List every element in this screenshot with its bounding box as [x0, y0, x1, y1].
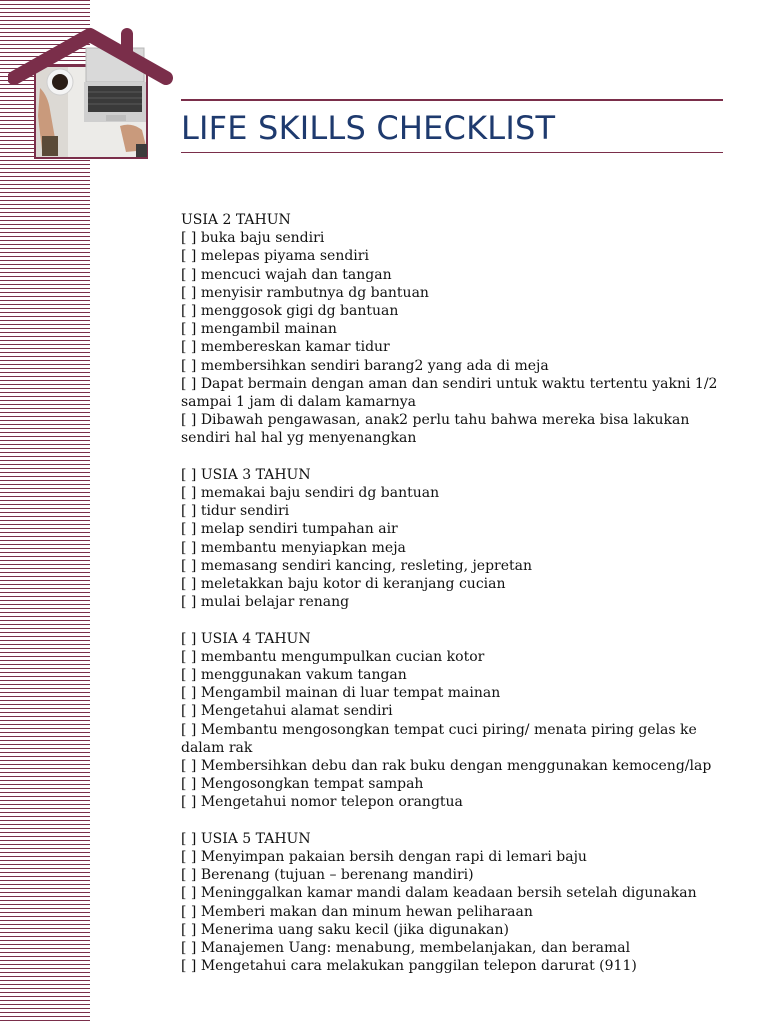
list-item: [ ] membereskan kamar tidur — [181, 339, 390, 356]
list-item: [ ] Mengetahui alamat sendiri — [181, 703, 393, 720]
section-heading: [ ] USIA 5 TAHUN — [181, 830, 311, 847]
list-item: [ ] mengambil mainan — [181, 321, 337, 338]
list-item: [ ] memakai baju sendiri dg bantuan — [181, 485, 440, 502]
list-item: [ ] Mengosongkan tempat sampah — [181, 776, 424, 793]
list-item: [ ] melepas piyama sendiri — [181, 248, 369, 265]
house-laptop-icon — [8, 26, 173, 160]
page-title: LIFE SKILLS CHECKLIST — [181, 109, 556, 147]
list-item: [ ] Menyimpan pakaian bersih dengan rapi di lemari baju — [181, 849, 587, 866]
list-item: [ ] mulai belajar renang — [181, 594, 350, 611]
list-item: [ ] membersihkan sendiri barang2 yang ada di meja — [181, 357, 549, 374]
list-item: [ ] membantu menyiapkan meja — [181, 539, 406, 556]
checklist-content — [181, 211, 726, 994]
section-heading: USIA 2 TAHUN — [181, 212, 291, 228]
list-item: [ ] memasang sendiri kancing, resleting, jepretan — [181, 557, 533, 574]
section-usia-5 — [181, 830, 726, 976]
list-item: [ ] Dapat bermain dengan aman dan sendiri untuk waktu tertentu yakni 1/2 sampai 1 jam di dalam kamarnya — [181, 375, 718, 411]
list-item: [ ] Membersihkan debu dan rak buku dengan menggunakan kemoceng/lap — [181, 758, 712, 775]
section-heading: [ ] USIA 3 TAHUN — [181, 466, 311, 483]
section-usia-4 — [181, 630, 726, 812]
list-item: [ ] Mengetahui cara melakukan panggilan telepon darurat (911) — [181, 958, 637, 975]
list-item: [ ] Memberi makan dan minum hewan peliharaan — [181, 903, 533, 920]
list-item: [ ] Mengambil mainan di luar tempat mainan — [181, 685, 501, 702]
list-item: [ ] Manajemen Uang: menabung, membelanjakan, dan beramal — [181, 940, 631, 957]
title-bottom-rule — [181, 152, 723, 153]
section-usia-3 — [181, 466, 726, 612]
list-item: [ ] melap sendiri tumpahan air — [181, 521, 398, 538]
list-item: [ ] Meninggalkan kamar mandi dalam keadaan bersih setelah digunakan — [181, 885, 697, 902]
list-item: [ ] Membantu mengosongkan tempat cuci piring/ menata piring gelas ke dalam rak — [181, 721, 697, 756]
section-heading: [ ] USIA 4 TAHUN — [181, 630, 311, 647]
list-item: [ ] Mengetahui nomor telepon orangtua — [181, 794, 463, 811]
list-item: [ ] Dibawah pengawasan, anak2 perlu tahu bahwa mereka bisa lakukan sendiri hal hal yg menyenangkan — [181, 412, 690, 447]
list-item: [ ] buka baju sendiri — [181, 230, 325, 247]
list-item: [ ] Menerima uang saku kecil (jika digunakan) — [181, 921, 509, 938]
list-item: [ ] mencuci wajah dan tangan — [181, 266, 392, 283]
list-item: [ ] Berenang (tujuan – berenang mandiri) — [181, 867, 474, 884]
list-item: [ ] tidur sendiri — [181, 503, 290, 520]
section-usia-2 — [181, 211, 726, 448]
list-item: [ ] menggosok gigi dg bantuan — [181, 303, 399, 320]
list-item: [ ] meletakkan baju kotor di keranjang cucian — [181, 576, 506, 593]
title-top-rule — [181, 99, 723, 101]
list-item: [ ] membantu mengumpulkan cucian kotor — [181, 648, 485, 665]
list-item: [ ] menggunakan vakum tangan — [181, 667, 407, 684]
list-item: [ ] menyisir rambutnya dg bantuan — [181, 284, 429, 301]
